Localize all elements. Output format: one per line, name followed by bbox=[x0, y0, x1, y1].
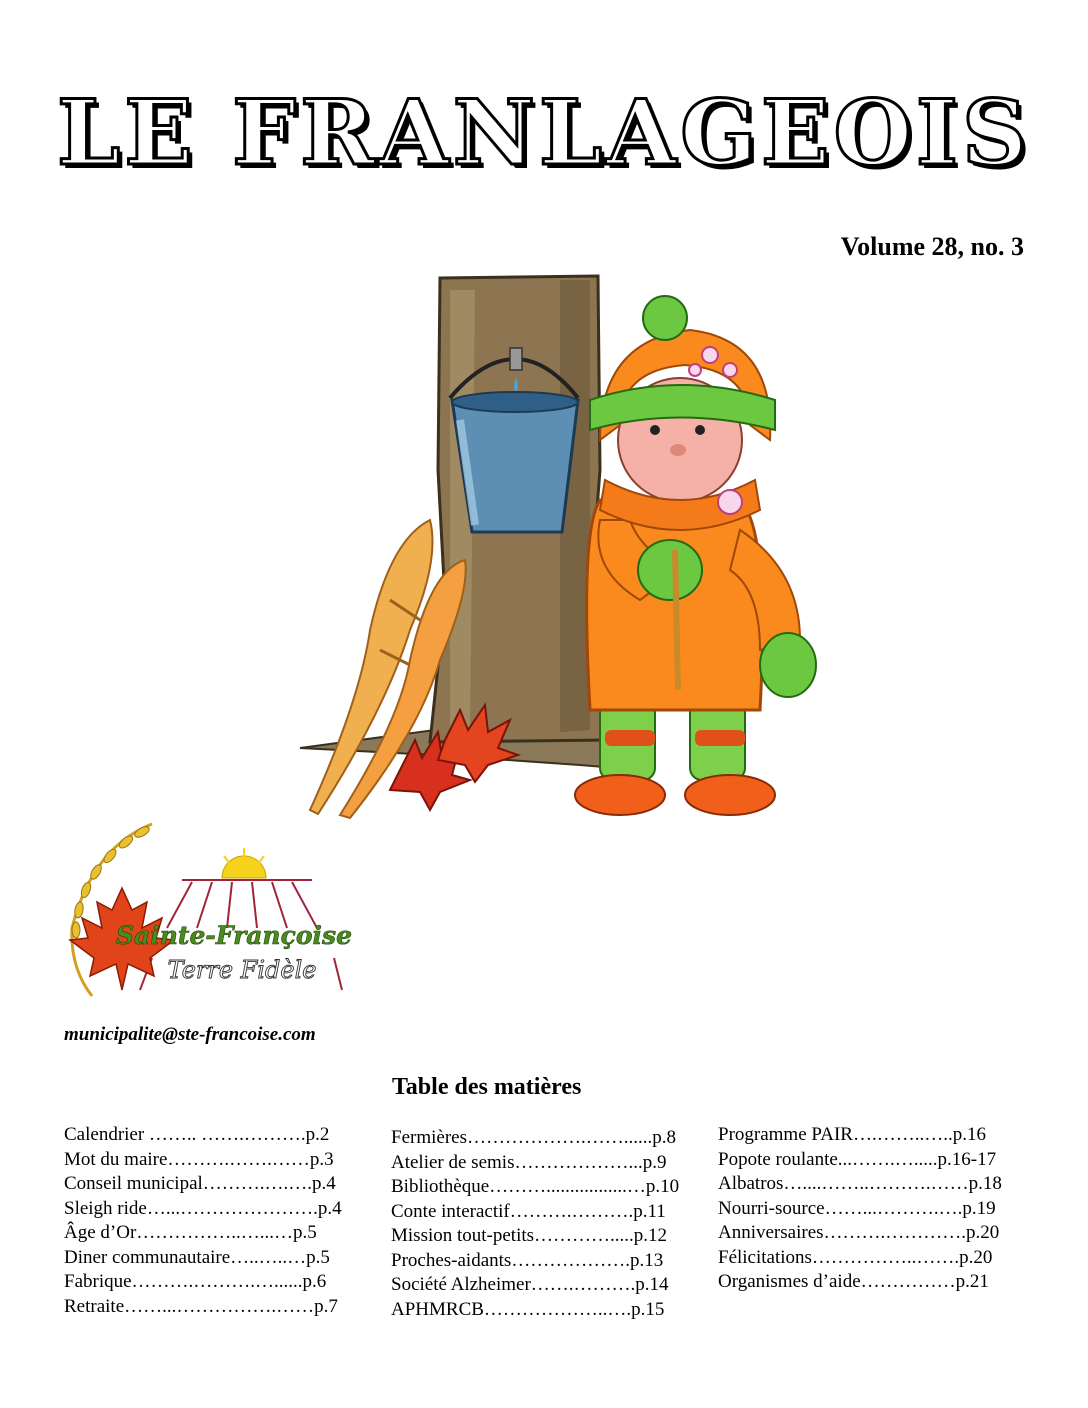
toc-entry: Popote roulante...…….….....p.16-17 bbox=[718, 1148, 997, 1170]
contact-email: municipalite@ste-francoise.com bbox=[64, 1024, 316, 1045]
municipal-logo bbox=[52, 818, 352, 1008]
toc-entry: APHMRCB………………..….p.15 bbox=[391, 1298, 665, 1320]
toc-entry: Proches-aidants……………….p.13 bbox=[391, 1249, 664, 1271]
issue-volume: Volume 28, no. 3 bbox=[840, 232, 1024, 261]
child-with-maple-sap-bucket-illustration bbox=[260, 270, 840, 830]
newsletter-title: LE FRANLAGEOIS bbox=[56, 80, 1032, 186]
toc-title: Table des matières bbox=[392, 1074, 582, 1100]
toc-entry: Conseil municipal……….….….p.4 bbox=[64, 1173, 336, 1194]
toc-entry: Retraite……...…………….……p.7 bbox=[64, 1295, 338, 1317]
toc-column-3 bbox=[718, 1123, 1024, 1295]
toc-column-2 bbox=[391, 1126, 697, 1322]
child-icon bbox=[575, 296, 816, 815]
toc-entry: Nourri-source……...……….….p.19 bbox=[718, 1197, 996, 1219]
toc-entry: Fabrique……….……….…......p.6 bbox=[64, 1271, 327, 1292]
toc-entry: Conte interactif……….……….p.11 bbox=[391, 1200, 666, 1222]
toc-column-1 bbox=[64, 1123, 369, 1319]
toc-entry: Mot du maire……….…….……p.3 bbox=[64, 1148, 334, 1170]
toc-entry: Félicitations……………..…….p.20 bbox=[718, 1246, 993, 1268]
toc-entry: Mission tout-petits………….....p.12 bbox=[391, 1225, 668, 1246]
toc-entry: Sleigh ride…...………………….p.4 bbox=[64, 1197, 342, 1219]
toc-entry: Fermières……………….……......p.8 bbox=[391, 1127, 676, 1148]
toc-entry: Anniversaires……….………….p.20 bbox=[718, 1222, 1000, 1243]
toc-entry: Atelier de semis………………...p.9 bbox=[391, 1151, 667, 1173]
toc-entry: Âge d’Or……………..…...…p.5 bbox=[64, 1222, 317, 1243]
toc-entry: Calendrier …….. …….……….p.2 bbox=[64, 1124, 330, 1145]
logo-line-2: Terre Fidèle bbox=[167, 956, 317, 984]
maple-leaf-wheat-sun-logo bbox=[52, 818, 352, 1008]
toc-entry: Bibliothèque……….................…p.10 bbox=[391, 1176, 680, 1197]
toc-entry: Albatros…....……..……….……p.18 bbox=[718, 1173, 1002, 1194]
toc-entry: Organismes d’aide……………p.21 bbox=[718, 1271, 989, 1292]
toc-entry: Société Alzheimer…….……….p.14 bbox=[391, 1274, 669, 1295]
logo-line-1: Sainte-Françoise bbox=[116, 921, 352, 950]
toc-entry: Diner communautaire…..…..…p.5 bbox=[64, 1246, 330, 1268]
toc-entry: Programme PAIR….……..…..p.16 bbox=[718, 1124, 986, 1145]
